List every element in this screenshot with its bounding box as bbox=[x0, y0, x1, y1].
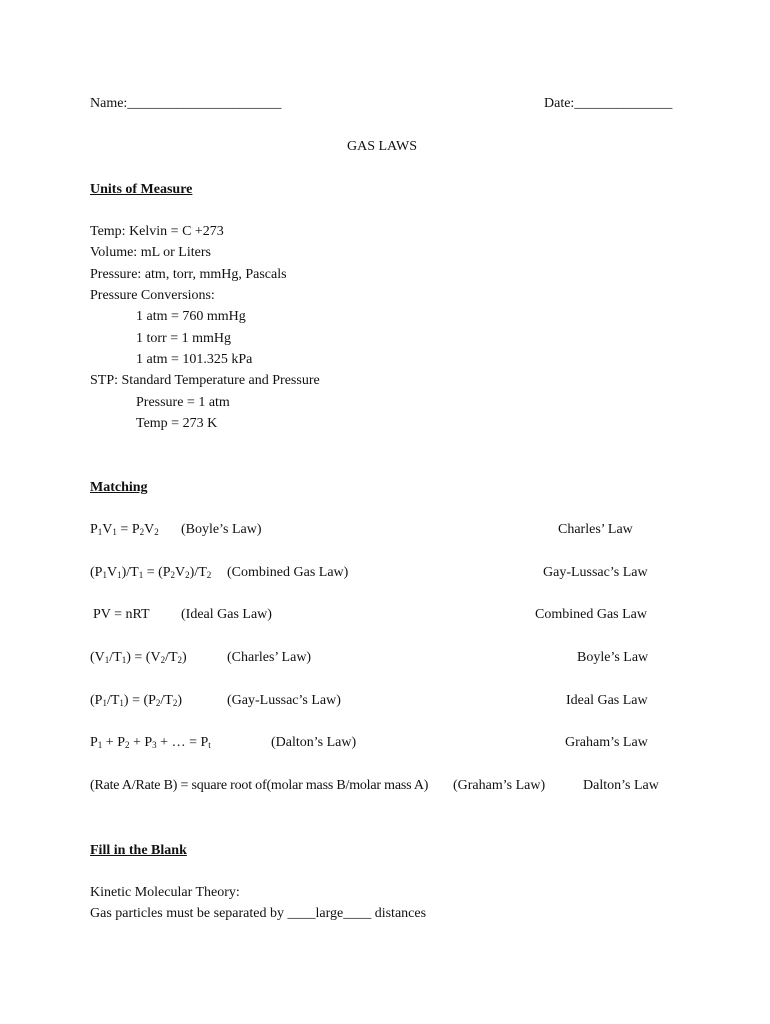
stp-temp: Temp = 273 K bbox=[136, 416, 218, 431]
law-label: (Ideal Gas Law) bbox=[181, 607, 272, 622]
pressure-conversions-label: Pressure Conversions: bbox=[90, 288, 215, 303]
formula-charles: $(V_1/T_1) = (V_2/T_2)$ bbox=[90, 650, 187, 665]
stp-line: STP: Standard Temperature and Pressure bbox=[90, 373, 320, 388]
answer-option: Ideal Gas Law bbox=[566, 693, 648, 708]
law-label: (Gay-Lussac’s Law) bbox=[227, 693, 341, 708]
conversion-atm-mmhg: 1 atm = 760 mmHg bbox=[136, 309, 246, 324]
formula-daltons: $P_1 + P_2 + P_3$ + … = $P_t$ bbox=[90, 735, 211, 750]
stp-pressure: Pressure = 1 atm bbox=[136, 395, 230, 410]
pressure-line: Pressure: atm, torr, mmHg, Pascals bbox=[90, 267, 287, 282]
fill-blank-heading: Fill in the Blank bbox=[90, 843, 187, 858]
answer-option: Combined Gas Law bbox=[535, 607, 647, 622]
answer-option: Dalton’s Law bbox=[583, 778, 659, 793]
formula-combined: $(P_1V_1)/T_1 = (P_2V_2)/T_2$ bbox=[90, 565, 212, 580]
answer-option: Boyle’s Law bbox=[577, 650, 649, 665]
matching-heading: Matching bbox=[90, 480, 148, 495]
date-field-label: Date:______________ bbox=[544, 96, 673, 111]
name-field-label: Name:______________________ bbox=[90, 96, 282, 111]
answer-option: Gay-Lussac’s Law bbox=[543, 565, 648, 580]
volume-line: Volume: mL or Liters bbox=[90, 245, 211, 260]
kmt-label: Kinetic Molecular Theory: bbox=[90, 885, 240, 900]
law-label: (Graham’s Law) bbox=[453, 778, 546, 793]
formula-ideal: PV = nRT bbox=[93, 607, 150, 622]
conversion-torr-mmhg: 1 torr = 1 mmHg bbox=[136, 331, 231, 346]
units-heading: Units of Measure bbox=[90, 182, 193, 197]
temp-line: Temp: Kelvin = C +273 bbox=[90, 224, 224, 239]
law-label: (Combined Gas Law) bbox=[227, 565, 349, 580]
law-label: (Dalton’s Law) bbox=[271, 735, 357, 750]
fill-blank-sentence: Gas particles must be separated by ____large____ distances bbox=[90, 906, 427, 921]
conversion-atm-kpa: 1 atm = 101.325 kPa bbox=[136, 352, 253, 367]
formula-grahams: (Rate A/Rate B) = square root of(molar mass B/molar mass A) bbox=[90, 778, 429, 793]
law-label: (Boyle’s Law) bbox=[181, 522, 262, 537]
answer-option: Graham’s Law bbox=[565, 735, 648, 750]
answer-option: Charles’ Law bbox=[558, 522, 633, 537]
law-label: (Charles’ Law) bbox=[227, 650, 312, 665]
page-title: GAS LAWS bbox=[347, 139, 418, 154]
formula-gay-lussac: $(P_1/T_1) = (P_2/T_2)$ bbox=[90, 693, 183, 708]
formula-boyles: $P_1V_1 = P_2V_2$ bbox=[90, 522, 159, 537]
